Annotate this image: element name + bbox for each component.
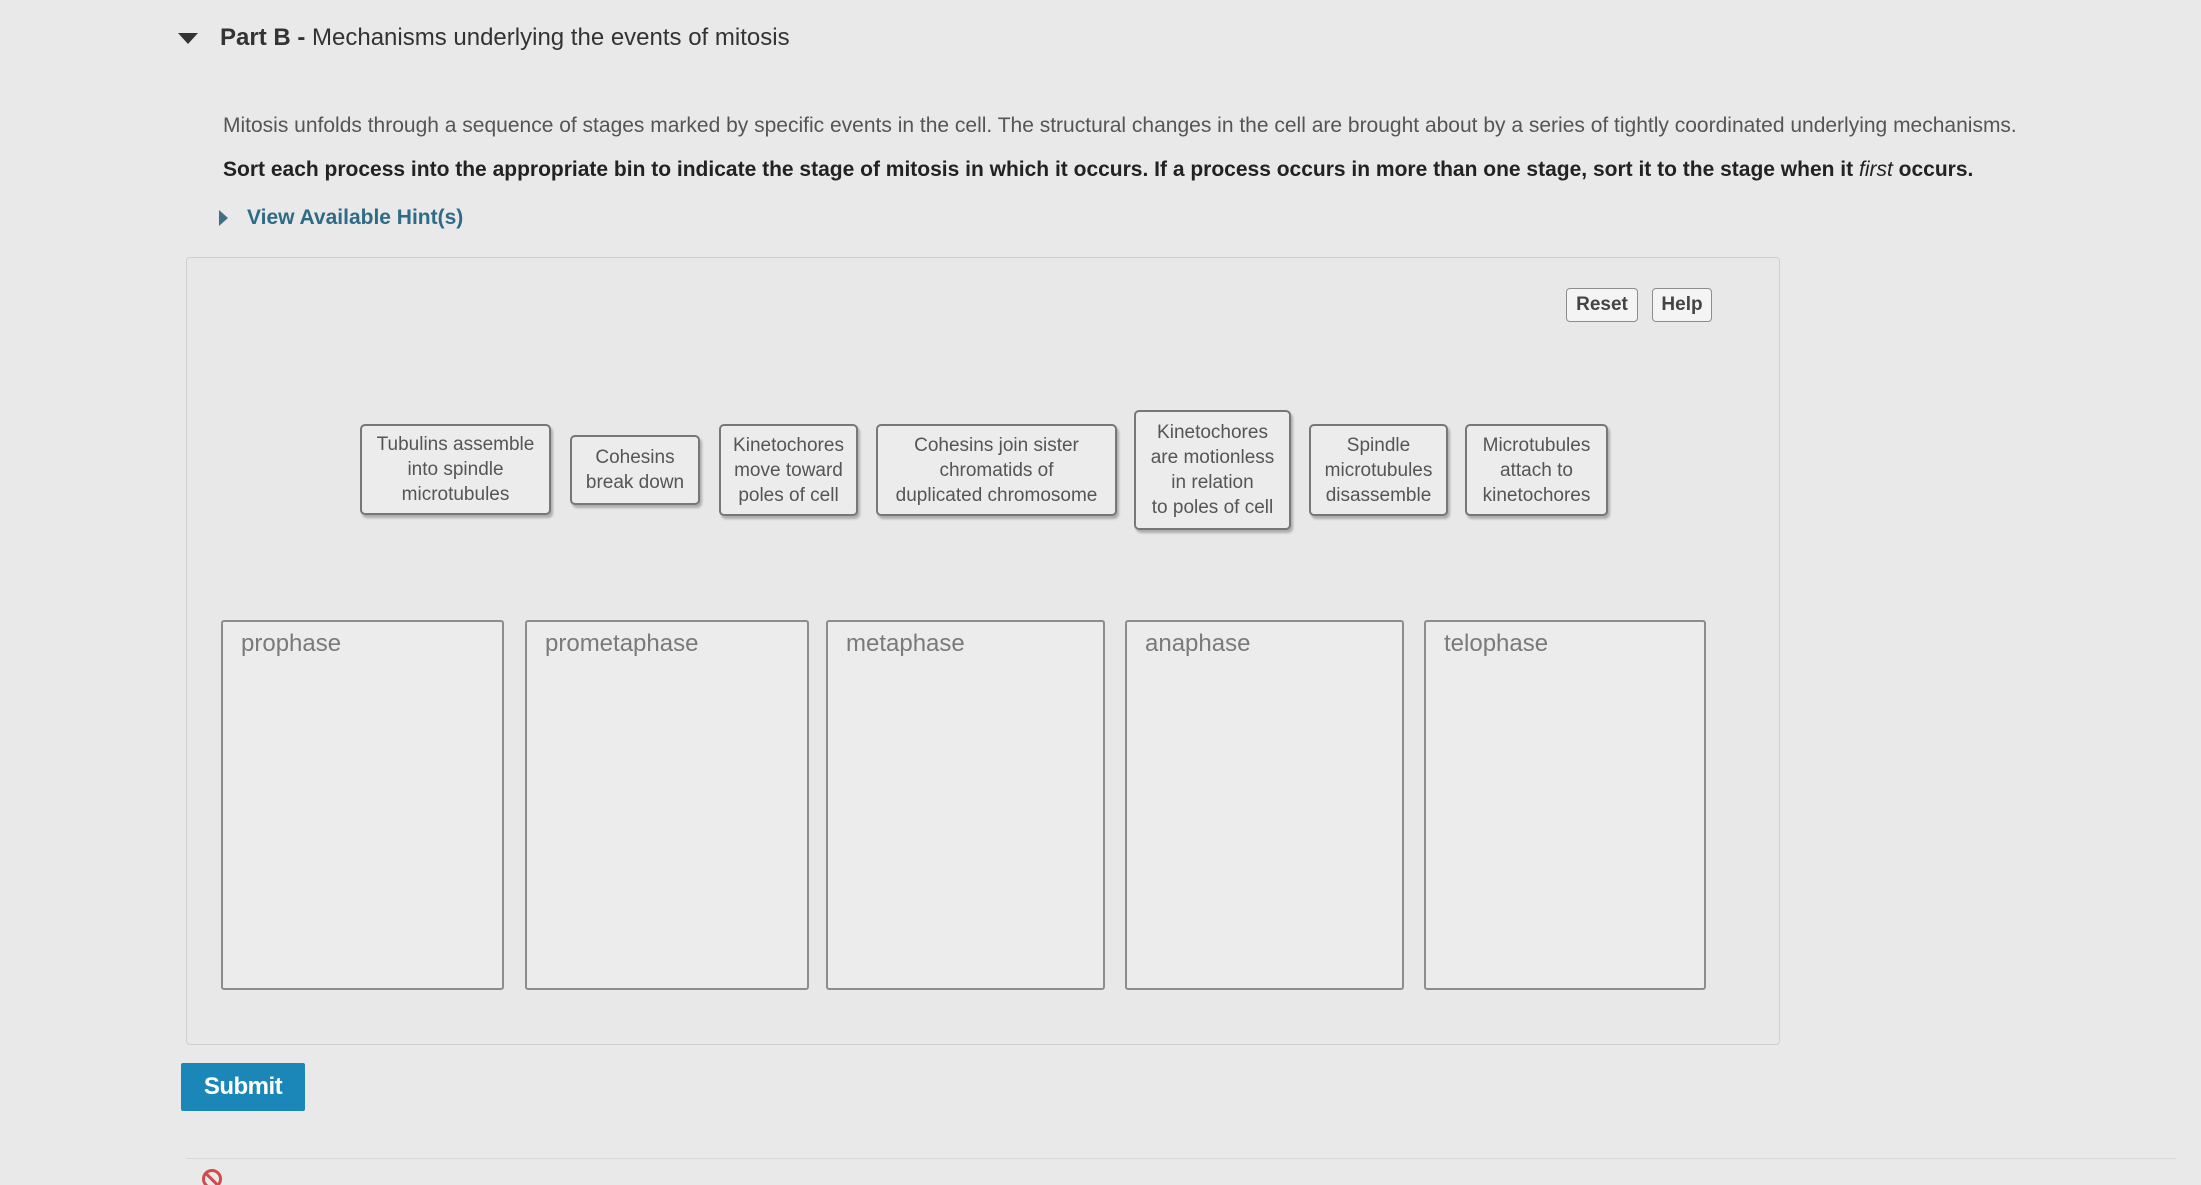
card-text bbox=[1325, 433, 1433, 508]
card-line: Cohesins join sister bbox=[914, 434, 1079, 456]
card-line: duplicated chromosome bbox=[895, 484, 1098, 506]
process-card-microtubules-attach[interactable] bbox=[1465, 424, 1608, 516]
card-line: are motionless bbox=[1150, 447, 1275, 468]
process-card-spindle-disassemble[interactable] bbox=[1309, 424, 1448, 516]
card-text bbox=[1151, 420, 1275, 520]
card-line: in relation bbox=[1171, 472, 1254, 493]
part-name: Mechanisms underlying the events of mitosis bbox=[312, 24, 790, 51]
bin-anaphase[interactable] bbox=[1125, 620, 1404, 990]
view-hints-label[interactable]: View Available Hint(s) bbox=[247, 206, 464, 229]
card-text bbox=[586, 445, 684, 495]
instruction-after: occurs. bbox=[1892, 158, 1974, 181]
submit-button[interactable]: Submit bbox=[181, 1063, 305, 1111]
intro-text: Mitosis unfolds through a sequence of stages marked by specific events in the cell. The structural changes in the cell are brought about by a series of tightly coordinated underlying mechanisms. bbox=[223, 114, 2017, 137]
card-line: Kinetochores bbox=[1157, 422, 1268, 443]
card-line: move toward bbox=[734, 459, 843, 481]
process-card-kinetochores-move[interactable] bbox=[719, 424, 858, 516]
card-line: attach to bbox=[1500, 459, 1573, 481]
card-text bbox=[377, 432, 535, 507]
card-line: Spindle bbox=[1346, 434, 1411, 456]
process-card-cohesins-break-down[interactable] bbox=[570, 435, 700, 505]
bin-label: telophase bbox=[1444, 630, 1549, 657]
card-line: to poles of cell bbox=[1151, 497, 1274, 518]
reset-button[interactable]: Reset bbox=[1566, 288, 1638, 322]
caret-right-icon bbox=[219, 210, 228, 226]
card-line: into spindle bbox=[407, 459, 504, 480]
bin-prometaphase[interactable] bbox=[525, 620, 809, 990]
part-title bbox=[220, 24, 790, 52]
part-prefix: Part B bbox=[220, 24, 291, 51]
card-line: disassemble bbox=[1325, 484, 1432, 506]
card-text bbox=[733, 433, 844, 508]
no-entry-icon bbox=[202, 1169, 222, 1185]
part-separator: - bbox=[290, 24, 313, 51]
card-line: Cohesins bbox=[595, 447, 675, 468]
bin-telophase[interactable] bbox=[1424, 620, 1706, 990]
card-line: poles of cell bbox=[738, 484, 839, 506]
card-line: Tubulins assemble bbox=[376, 434, 535, 455]
caret-down-icon[interactable] bbox=[178, 33, 198, 44]
card-line: break down bbox=[585, 472, 685, 493]
help-button[interactable]: Help bbox=[1652, 288, 1712, 322]
card-text bbox=[896, 433, 1098, 508]
process-card-cohesins-join[interactable] bbox=[876, 424, 1117, 516]
bin-label: prophase bbox=[241, 630, 342, 657]
divider bbox=[186, 1158, 2176, 1159]
view-hints-toggle[interactable] bbox=[219, 206, 463, 230]
instruction-before: Sort each process into the appropriate bin to indicate the stage of mitosis in which it occurs. If a process occurs in more than one stage, sort it to the stage when it bbox=[223, 158, 1859, 181]
process-card-tubulins-assemble[interactable] bbox=[360, 424, 551, 515]
card-line: chromatids of bbox=[939, 459, 1054, 481]
card-line: Kinetochores bbox=[733, 434, 844, 456]
bin-label: metaphase bbox=[846, 630, 965, 657]
part-header[interactable] bbox=[178, 24, 790, 52]
card-line: kinetochores bbox=[1482, 484, 1591, 506]
bin-label: prometaphase bbox=[545, 630, 699, 657]
card-line: Microtubules bbox=[1482, 434, 1591, 456]
card-text bbox=[1483, 433, 1591, 508]
bin-metaphase[interactable] bbox=[826, 620, 1105, 990]
process-card-kinetochores-motionless[interactable] bbox=[1134, 410, 1291, 530]
bin-label: anaphase bbox=[1145, 630, 1251, 657]
instruction-emphasis: first bbox=[1858, 158, 1893, 181]
bin-prophase[interactable] bbox=[221, 620, 504, 990]
card-line: microtubules bbox=[1324, 459, 1433, 481]
card-line: microtubules bbox=[401, 484, 510, 505]
instruction-text bbox=[223, 158, 1973, 182]
